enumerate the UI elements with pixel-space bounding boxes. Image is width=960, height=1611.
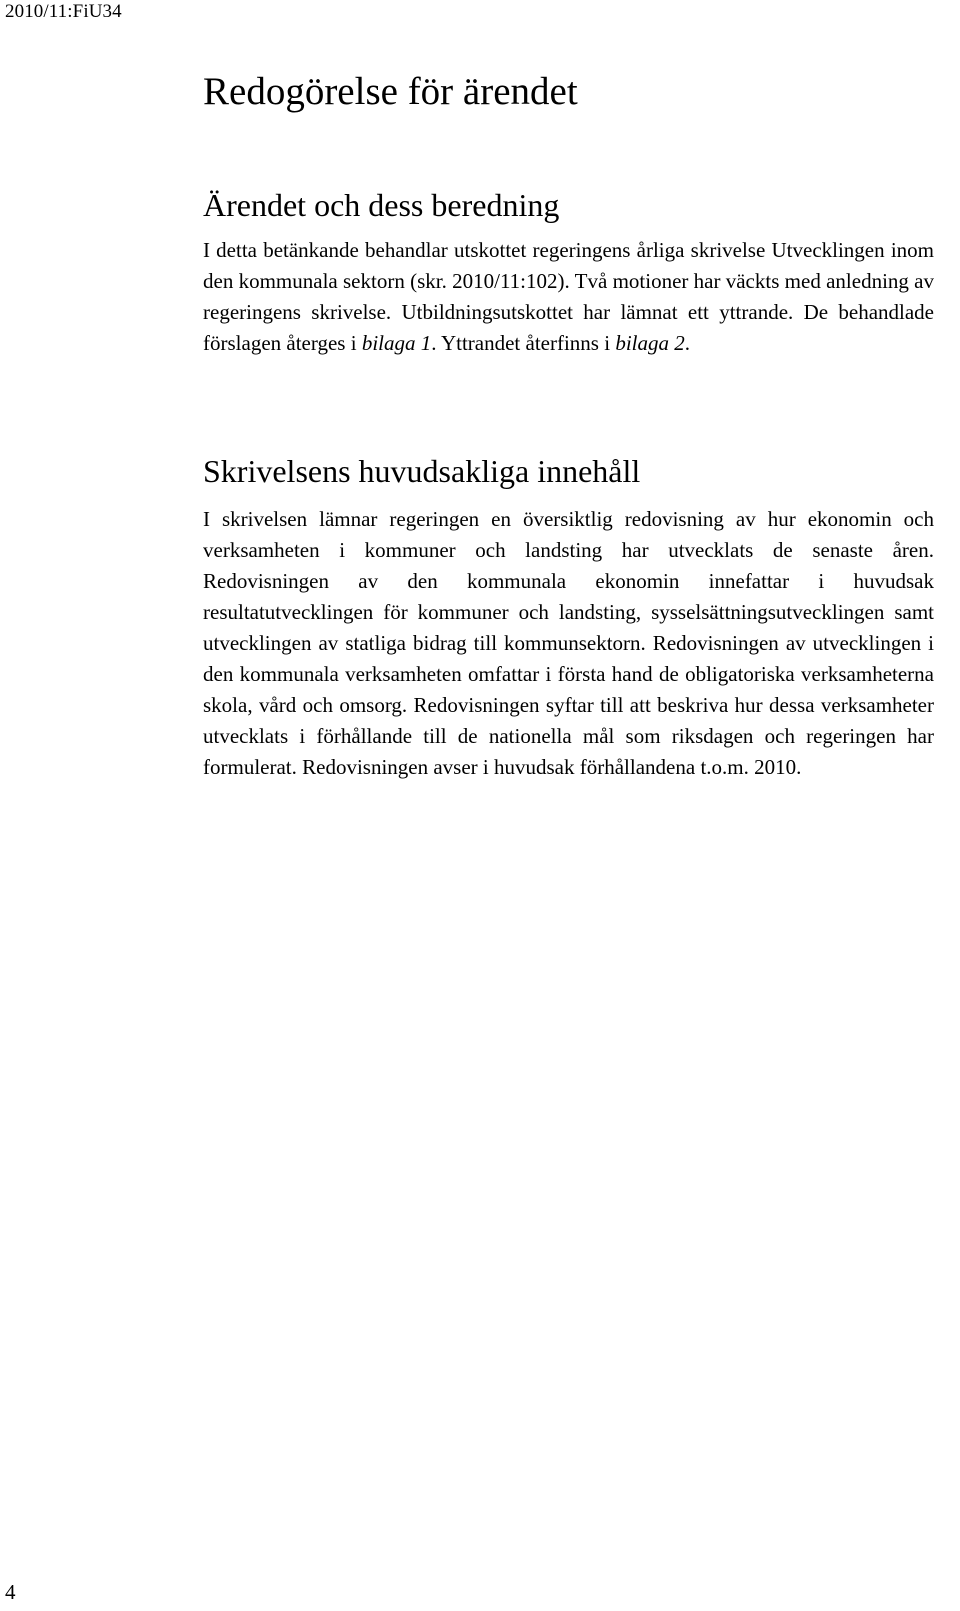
paragraph-text: I detta betänkande behandlar utskottet regeringens årliga skrivelse Utvecklingen inom den kommunala sektorn (skr. 2010/11:102). Två motioner har väckts med anledning av regeringens skrivelse. Utbildningsutskottet har lämnat ett yttrande. De behandlade förslagen återges i	[203, 238, 934, 355]
section-skrivelsen	[203, 451, 934, 783]
document-id: 2010/11:FiU34	[5, 1, 122, 22]
section-heading-arendet: Ärendet och dess beredning	[203, 187, 560, 223]
paragraph-text: . Yttrandet återfinns i	[431, 331, 616, 355]
page-number: 4	[5, 1580, 16, 1604]
page-title: Redogörelse för ärendet	[203, 70, 578, 113]
section-arendet	[203, 185, 934, 359]
paragraph-text: .	[684, 331, 690, 355]
section-heading-skrivelsen: Skrivelsens huvudsakliga innehåll	[203, 453, 641, 489]
section-paragraph-skrivelsen: I skrivelsen lämnar regeringen en översiktlig redovisning av hur ekonomin och verksamheten i kommuner och landsting har utvecklats de senaste åren. Redovisningen av den kommunala ekonomin innefattar i huvudsak resultatutvecklingen för kommuner och landsting, sysselsättningsutvecklingen samt utvecklingen av statliga bidrag till kommunsektorn. Redovisningen av utvecklingen i den kommunala verksamheten omfattar i första hand de obligatoriska verksamheterna skola, vård och omsorg. Redovisningen syftar till att beskriva hur dessa verksamheter utvecklats i förhållande till de nationella mål som riksdagen och regeringen har formulerat. Redovisningen avser i huvudsak förhållandena t.o.m. 2010.	[203, 507, 934, 779]
section-paragraph-arendet	[203, 235, 934, 359]
bilaga-1-reference: bilaga 1	[361, 331, 432, 355]
bilaga-2-reference: bilaga 2	[615, 331, 685, 355]
